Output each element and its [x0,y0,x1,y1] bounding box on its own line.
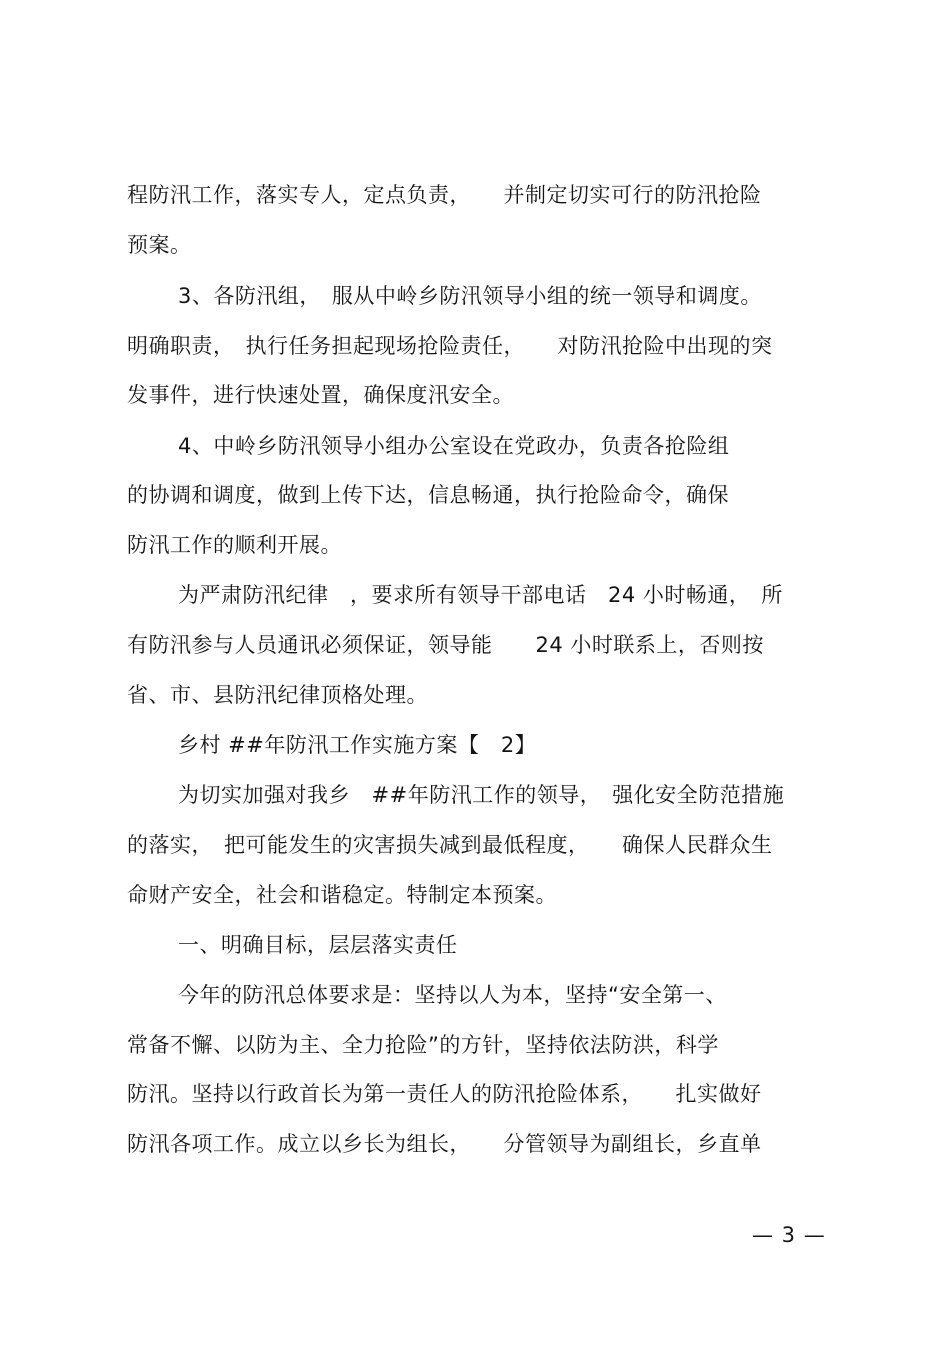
section-heading: 乡村 ##年防汛工作实施方案【 2】 [178,733,537,757]
text-line: 明确职责， 执行任务担起现场抢险责任， 对防汛抢险中出现的突 [127,334,773,358]
text-line: 程防汛工作，落实专人，定点负责， 并制定切实可行的防汛抢险 [127,183,762,207]
section-heading: 一、明确目标，层层落实责任 [178,933,458,957]
text-line: 命财产安全，社会和谐稳定。特制定本预案。 [127,883,557,907]
text-line: 今年的防汛总体要求是：坚持以人为本，坚持“安全第一、 [178,983,727,1007]
text-line: 为严肃防汛纪律 ，要求所有领导干部电话 24 小时畅通， 所 [178,583,783,607]
text-line: 3、各防汛组， 服从中岭乡防汛领导小组的统一领导和调度。 [178,284,762,308]
text-line: 省、市、县防汛纪律顶格处理。 [127,683,428,707]
text-line: 防汛工作的顺利开展。 [127,533,342,557]
page-number: — 3 — [752,1223,826,1247]
text-line: 常备不懈、以防为主、全力抢险”的方针，坚持依法防洪，科学 [127,1033,719,1057]
text-line: 的落实， 把可能发生的灾害损失减到最低程度， 确保人民群众生 [127,833,773,857]
text-line: 的协调和调度，做到上传下达，信息畅通，执行抢险命令，确保 [127,483,729,507]
text-line: 有防汛参与人员通讯必须保证，领导能 24 小时联系上，否则按 [127,633,764,657]
text-line: 预案。 [127,233,192,257]
text-line: 防汛各项工作。成立以乡长为组长， 分管领导为副组长，乡直单 [127,1132,762,1156]
text-line: 4、中岭乡防汛领导小组办公室设在党政办，负责各抢险组 [178,434,730,458]
text-line: 发事件，进行快速处置，确保度汛安全。 [127,383,514,407]
text-line: 为切实加强对我乡 ##年防汛工作的领导， 强化安全防范措施 [178,783,785,807]
text-line: 防汛。坚持以行政首长为第一责任人的防汛抢险体系， 扎实做好 [127,1082,762,1106]
